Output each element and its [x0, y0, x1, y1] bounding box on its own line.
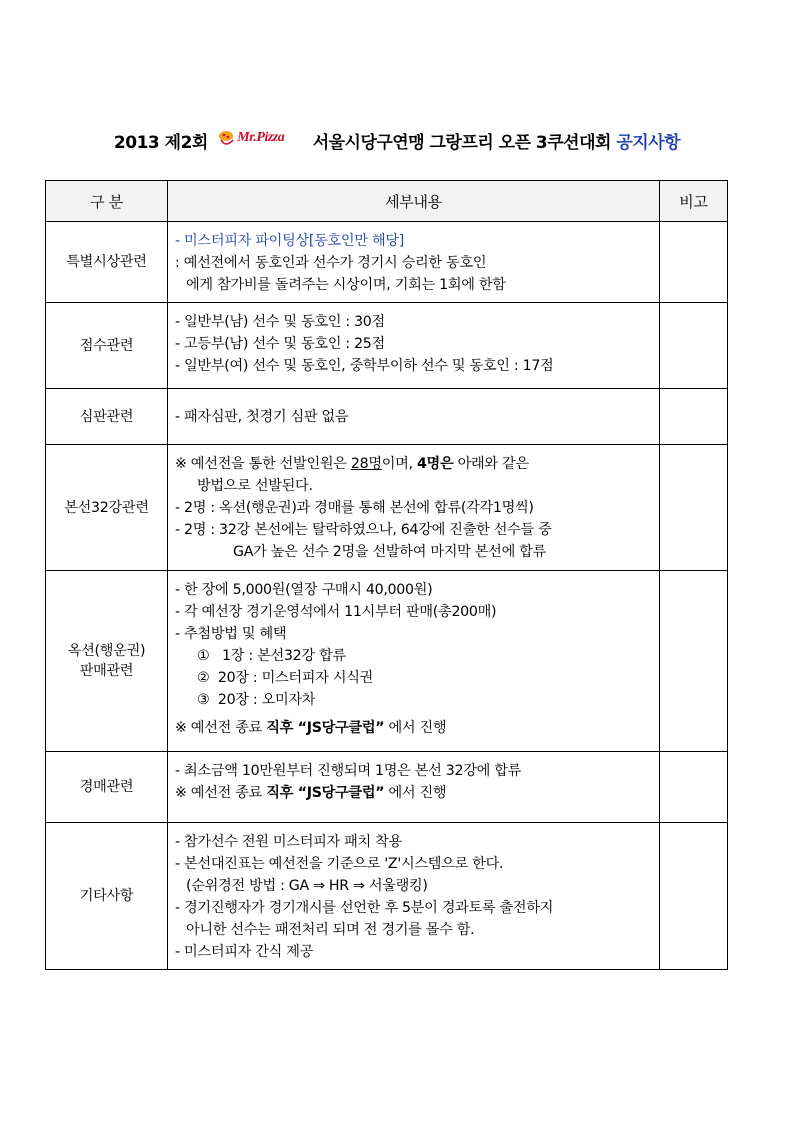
logo-text: Mr.Pizza	[237, 129, 285, 145]
detail-line: ③ 20장 : 오미자차	[197, 692, 316, 708]
detail-line: - 한 장에 5,000원(열장 구매시 40,000원)	[175, 582, 433, 598]
title-ordinal: 제2회	[164, 133, 208, 153]
detail-line: - 참가선수 전원 미스터피자 패치 착용	[175, 834, 402, 850]
detail-text: 직후	[266, 785, 294, 801]
detail-text: ※ 예선전 종료	[175, 720, 267, 736]
detail-line: 아니한 선수는 패전처리 되며 전 경기를 몰수 함.	[186, 922, 475, 938]
extra-count: 4명은	[416, 456, 454, 472]
row-remarks	[660, 222, 728, 303]
detail-line: - 본선대진표는 예선전을 기준으로 'Z'시스템으로 한다.	[175, 856, 504, 872]
table-row	[46, 389, 728, 445]
row-remarks	[660, 303, 728, 389]
detail-line: - 일반부(여) 선수 및 동호인, 중학부이하 선수 및 동호인 : 17점	[175, 358, 554, 374]
row-remarks	[660, 752, 728, 823]
detail-text: 아래와 같은	[453, 456, 529, 472]
detail-line: : 예선전에서 동호인과 선수가 경기시 승리한 동호인	[175, 255, 487, 271]
table-row	[46, 445, 728, 571]
detail-line	[175, 717, 653, 739]
row-details	[168, 571, 660, 752]
category-line: 옥션(행운권)	[67, 643, 146, 659]
venue-name: “JS당구클럽”	[293, 720, 385, 736]
category-line: 판매관련	[79, 663, 134, 679]
mr-pizza-logo	[217, 128, 303, 155]
row-details	[168, 752, 660, 823]
detail-line: - 미스터피자 간식 제공	[175, 944, 314, 960]
detail-line	[175, 453, 653, 475]
row-category: 본선32강관련	[46, 445, 168, 571]
row-remarks	[660, 571, 728, 752]
detail-text: ※ 예선전 종료	[175, 785, 267, 801]
table-row	[46, 303, 728, 389]
row-category: 경매관련	[46, 752, 168, 823]
detail-text: 에서 진행	[384, 720, 447, 736]
detail-text: 이며,	[381, 456, 417, 472]
detail-line: - 2명 : 32강 본선에는 탈락하였으나, 64강에 진출한 선수들 중	[175, 522, 552, 538]
table-row	[46, 222, 728, 303]
row-details	[168, 303, 660, 389]
row-details	[168, 823, 660, 970]
row-category: 기타사항	[46, 823, 168, 970]
table-row	[46, 823, 728, 970]
detail-line: - 고등부(남) 선수 및 동호인 : 25점	[175, 336, 385, 352]
detail-line: - 2명 : 옥션(행운권)과 경매를 통해 본선에 합류(각각1명씩)	[175, 500, 534, 516]
detail-line: - 패자심판, 첫경기 심판 없음	[175, 408, 349, 425]
header-category: 구 분	[46, 181, 168, 222]
row-category: 특별시상관련	[46, 222, 168, 303]
detail-text: ※ 예선전을 통한 선발인원은	[175, 456, 351, 472]
page-title	[0, 128, 794, 157]
detail-line: 방법으로 선발된다.	[197, 478, 313, 494]
header-details: 세부내용	[168, 181, 660, 222]
row-details	[168, 389, 660, 445]
detail-text: 에서 진행	[384, 785, 447, 801]
detail-line	[175, 782, 653, 804]
detail-line: (순위경전 방법 : GA ⇒ HR ⇒ 서울랭킹)	[186, 878, 428, 894]
detail-line: ① 1장 : 본선32강 합류	[197, 648, 346, 664]
row-remarks	[660, 823, 728, 970]
row-category: 점수관련	[46, 303, 168, 389]
table-row	[46, 752, 728, 823]
row-category	[46, 571, 168, 752]
row-details	[168, 445, 660, 571]
detail-line: 에게 참가비를 돌려주는 시상이며, 기회는 1회에 한함	[186, 277, 506, 293]
detail-line: - 일반부(남) 선수 및 동호인 : 30점	[175, 314, 385, 330]
row-remarks	[660, 389, 728, 445]
detail-line: - 각 예선장 경기운영석에서 11시부터 판매(총200매)	[175, 604, 497, 620]
header-remarks: 비고	[660, 181, 728, 222]
table-row	[46, 571, 728, 752]
title-highlight: 공지사항	[616, 133, 681, 153]
title-year: 2013	[113, 133, 160, 153]
detail-line: - 미스터피자 파이팅상[동호인만 해당]	[175, 233, 404, 249]
table-header-row	[46, 181, 728, 222]
title-main: 서울시당구연맹 그랑프리 오픈 3쿠션대회	[312, 133, 611, 153]
venue-name: “JS당구클럽”	[293, 785, 385, 801]
detail-line: GA가 높은 선수 2명을 선발하여 마지막 본선에 합류	[233, 544, 546, 560]
row-remarks	[660, 445, 728, 571]
detail-line: ② 20장 : 미스터피자 시식권	[197, 670, 374, 686]
detail-text: 직후	[266, 720, 294, 736]
detail-line: - 최소금액 10만원부터 진행되며 1명은 본선 32강에 합류	[175, 763, 522, 779]
row-details	[168, 222, 660, 303]
notice-table	[45, 180, 728, 970]
detail-line: - 경기진행자가 경기개시를 선언한 후 5분이 경과토록 출전하지	[175, 900, 554, 916]
detail-line: - 추첨방법 및 혜택	[175, 626, 287, 642]
row-category: 심판관련	[46, 389, 168, 445]
selected-count: 28명	[350, 456, 382, 472]
